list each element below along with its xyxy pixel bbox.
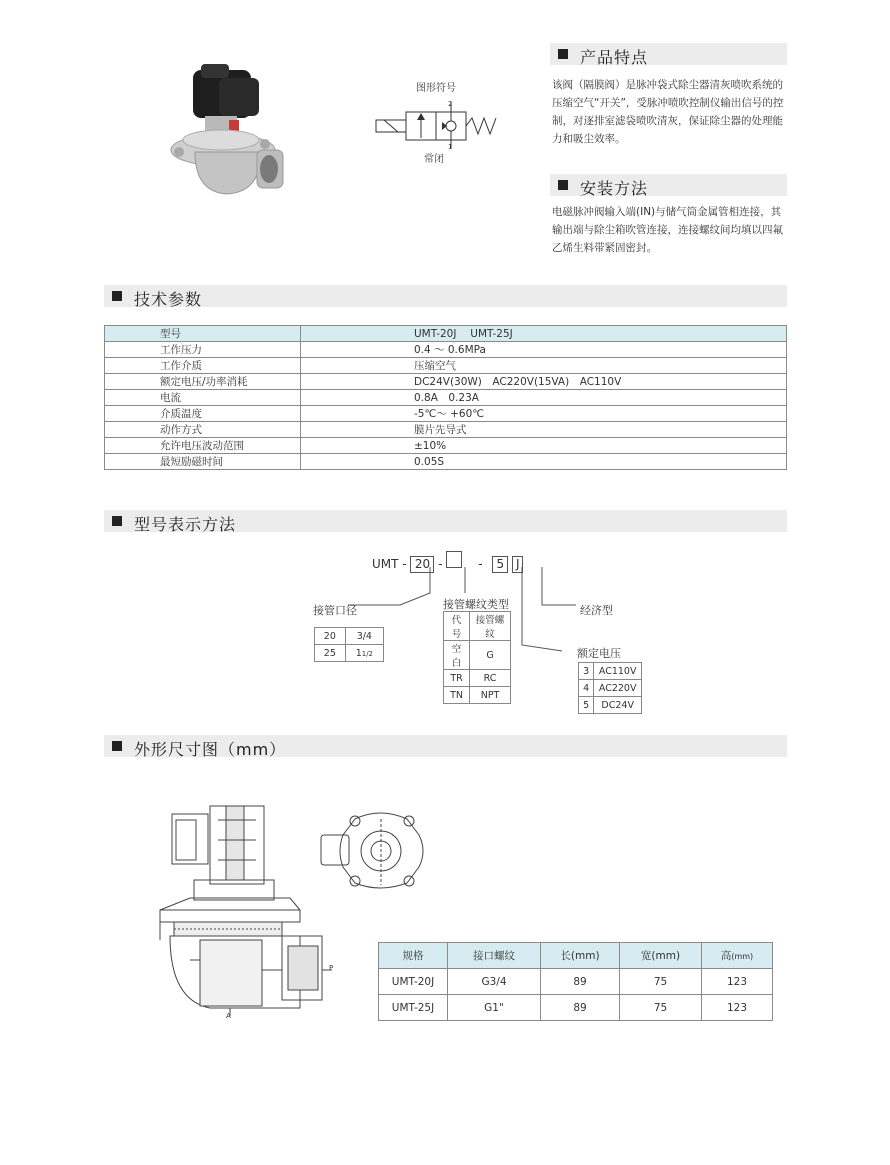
model-header xyxy=(104,510,787,532)
table-row xyxy=(105,374,787,390)
table-row: UMT-20J G3/4 89 75 123 xyxy=(379,969,773,995)
dims-table xyxy=(378,942,773,1021)
param-value: DC24V(30W) AC220V(15VA) AC110V xyxy=(301,374,787,390)
param-value: 压缩空气 xyxy=(301,358,787,374)
symbol-caption: 常闭 xyxy=(424,154,444,165)
symbol-port-top: 2 xyxy=(448,100,453,108)
table-row xyxy=(105,358,787,374)
param-key: 额定电压/功率消耗 xyxy=(105,374,301,390)
table-row: 25 11/2 xyxy=(315,645,384,662)
label-thread: 接管螺纹类型 xyxy=(443,598,509,611)
param-value: 膜片先导式 xyxy=(301,422,787,438)
table-row: 空白 G xyxy=(444,641,511,670)
model-code-j: J xyxy=(512,556,524,573)
square-bullet-icon xyxy=(112,291,122,301)
dims-header xyxy=(104,735,787,757)
square-bullet-icon xyxy=(112,741,122,751)
square-bullet-icon xyxy=(558,49,568,59)
param-value: UMT-20J UMT-25J xyxy=(301,326,787,342)
features-title: 产品特点 xyxy=(580,48,649,67)
param-value: 0.05S xyxy=(301,454,787,470)
param-key: 型号 xyxy=(105,326,301,342)
param-key: 电流 xyxy=(105,390,301,406)
model-code-size: 20 xyxy=(410,556,434,573)
dims-title: 外形尺寸图（mm） xyxy=(134,740,287,759)
table-row xyxy=(105,342,787,358)
tech-title: 技术参数 xyxy=(134,290,203,309)
table-row xyxy=(105,326,787,342)
symbol-title: 图形符号 xyxy=(416,83,456,94)
product-photo xyxy=(165,60,285,200)
thread-table xyxy=(443,611,511,704)
label-port-a: A xyxy=(226,1012,231,1020)
table-row xyxy=(105,390,787,406)
table-row: 5 DC24V xyxy=(579,697,642,714)
label-econ: 经济型 xyxy=(580,604,613,617)
param-value: -5℃～ +60℃ xyxy=(301,406,787,422)
valve-symbol xyxy=(372,98,502,154)
table-row: UMT-25J G1" 89 75 123 xyxy=(379,995,773,1021)
features-header xyxy=(550,43,787,65)
symbol-port-bottom: 1 xyxy=(448,143,453,151)
install-text: 电磁脉冲阀输入端(IN)与储气筒金属管相连接，其输出端与除尘箱吹管连接，连接螺纹间均填以四氟乙烯生料带紧固密封。 xyxy=(552,206,783,254)
param-key: 工作介质 xyxy=(105,358,301,374)
label-port-p: P xyxy=(329,964,334,972)
label-size: 接管口径 xyxy=(313,604,357,617)
voltage-table xyxy=(578,662,642,714)
param-value: ±10% xyxy=(301,438,787,454)
section-drawing xyxy=(150,800,340,1020)
features-text: 该阀（隔膜阀）是脉冲袋式除尘器清灰喷吹系统的压缩空气“开关”，受脉冲喷吹控制仪输出信号的控制，对逐排室滤袋喷吹清灰，保证除尘器的处理能力和吸尘效率。 xyxy=(552,79,784,145)
table-row xyxy=(105,406,787,422)
square-bullet-icon xyxy=(112,516,122,526)
table-row: 3 AC110V xyxy=(579,663,642,680)
table-row xyxy=(105,454,787,470)
model-title: 型号表示方法 xyxy=(134,515,237,534)
param-key: 最短励磁时间 xyxy=(105,454,301,470)
param-value: 0.4 ～ 0.6MPa xyxy=(301,342,787,358)
model-dash: - xyxy=(402,557,407,571)
label-voltage: 额定电压 xyxy=(577,647,621,660)
size-table xyxy=(314,627,384,662)
table-row xyxy=(105,422,787,438)
table-row: TN NPT xyxy=(444,687,511,704)
square-bullet-icon xyxy=(558,180,568,190)
tech-header xyxy=(104,285,787,307)
table-row: 规格 接口螺纹 长(mm) 宽(mm) 高(mm) xyxy=(379,943,773,969)
table-row xyxy=(105,438,787,454)
install-header xyxy=(550,174,787,196)
install-title: 安装方法 xyxy=(580,179,649,198)
param-key: 介质温度 xyxy=(105,406,301,422)
param-value: 0.8A 0.23A xyxy=(301,390,787,406)
param-key: 允许电压波动范围 xyxy=(105,438,301,454)
top-view-drawing xyxy=(315,805,445,895)
table-row: TR RC xyxy=(444,670,511,687)
model-code-voltage: 5 xyxy=(492,556,508,573)
tech-table xyxy=(104,325,787,470)
param-key: 工作压力 xyxy=(105,342,301,358)
table-row: 代号 接管螺纹 xyxy=(444,612,511,641)
model-dash: - xyxy=(438,557,443,571)
table-row: 4 AC220V xyxy=(579,680,642,697)
param-key: 动作方式 xyxy=(105,422,301,438)
model-prefix: UMT xyxy=(372,557,399,571)
model-dash: - xyxy=(478,557,483,571)
table-row: 20 3/4 xyxy=(315,628,384,645)
